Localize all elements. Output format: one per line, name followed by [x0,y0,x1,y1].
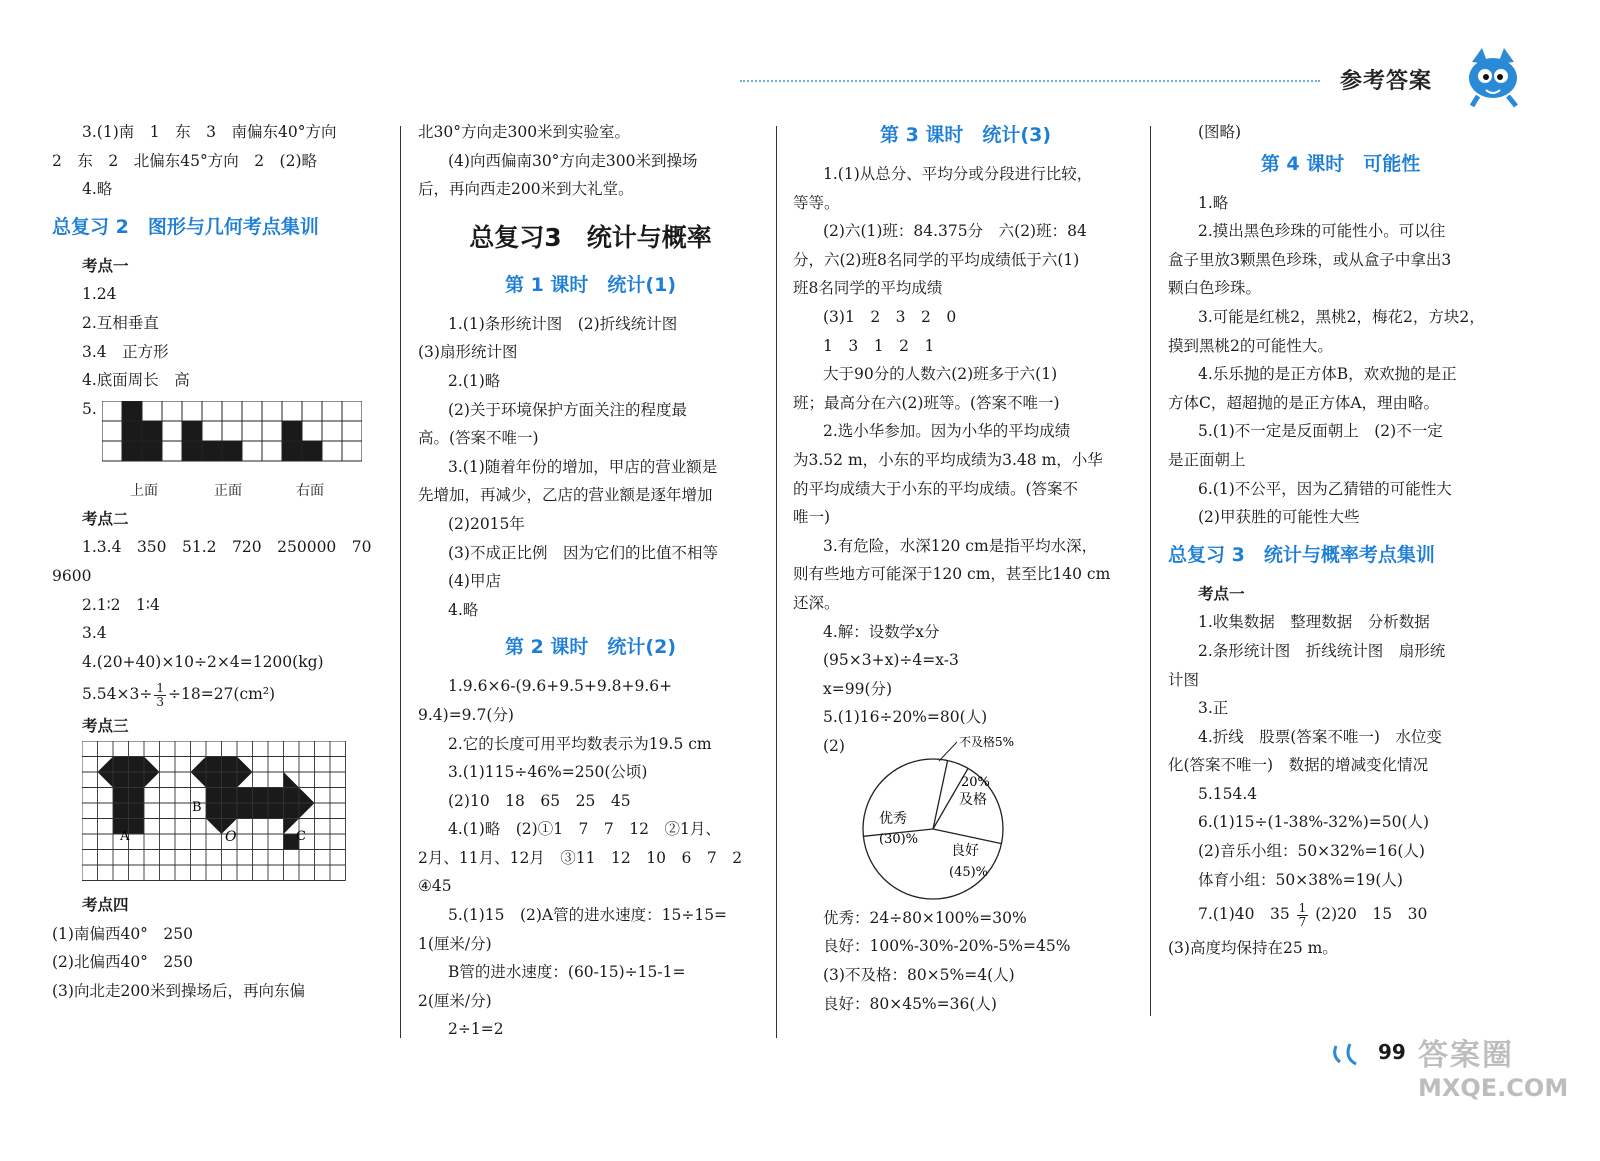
answer-line: 4.(20+40)×10÷2×4=1200(kg) [82,652,324,671]
page-number: 99 [1378,1040,1406,1064]
answer-line: 颗白色珍珠。 [1168,279,1262,298]
pie-label-youxiu: 优秀 [879,810,907,827]
answer-line: 4.折线 股票(答案不唯一) 水位变 [1198,727,1442,746]
point-label-o: O [225,828,237,845]
answer-line: 后，再向西走200米到大礼堂。 [418,180,634,199]
answer-line: 3.正 [1198,699,1229,718]
answer-line: 3.有危险，水深120 cm是指平均水深， [823,536,1098,555]
answer-line: 4.(1)略 (2)①1 7 7 12 ②1月、 [448,820,721,839]
point-label-c: C [296,828,306,844]
formula-part: 7.(1)40 35 [1198,905,1290,924]
answer-line: 2.互相垂直 [82,313,159,332]
answer-line: 方体C，超超抛的是正方体A，理由略。 [1168,393,1440,412]
column-1 [52,118,382,1005]
page-decoration-icon [1330,1040,1374,1070]
answer-line: 1(厘米/分) [418,934,492,953]
answer-line: 6.(1)不公平，因为乙猜错的可能性大 [1198,479,1452,498]
header-rule [740,80,1320,82]
answer-line: 2.选小华参加。因为小华的平均成绩 [823,422,1071,441]
filled-cell [282,441,302,461]
answer-line: 5.154.4 [1198,784,1258,803]
column-divider-1 [400,126,401,1038]
answer-line: 4.底面周长 高 [82,371,190,390]
answer-line: 3.4 正方形 [82,342,169,361]
kaodian-label: 考点三 [82,716,129,736]
transform-figure [52,741,382,891]
answer-line: 1 3 1 2 1 [823,336,935,355]
answer-line: 1.24 [82,285,117,304]
point-label-b: B [192,799,202,815]
answer-line: (3)高度均保持在25 m。 [1168,939,1338,958]
answer-line: 体育小组：50×38%=19(人) [1198,870,1403,889]
answer-line: (2) [823,736,845,755]
answer-line: (4)向西偏南30°方向走300米到操场 [448,151,698,170]
answer-line: 9.4)=9.7(分) [418,705,514,724]
transform-grid [82,741,352,886]
answer-line: x=99(分) [823,679,893,698]
pie-label-jige-value: 20% [961,774,990,790]
answer-line: 1.(1)条形统计图 (2)折线统计图 [448,314,678,333]
lesson-heading: 第 2 课时 统计(2) [504,636,677,659]
answer-line: 唯一) [793,508,831,527]
answer-line: 2.条形统计图 折线统计图 扇形统 [1198,641,1446,660]
answer-line: 5.(1)15 (2)A管的进水速度：15÷15= [448,906,728,925]
answer-line: (4)甲店 [448,572,501,591]
watermark [1418,1030,1568,1102]
answer-line: 1.(1)从总分、平均分或分段进行比较， [823,165,1093,183]
answer-line: (2)关于环境保护方面关注的程度最 [448,400,687,419]
answer-line: (2)音乐小组：50×32%=16(人) [1198,842,1425,861]
answer-line: 4.略 [448,600,479,619]
answer-line: (3)向北走200米到操场后，再向东偏 [52,981,306,1000]
answer-line: (3)扇形统计图 [418,343,518,362]
answer-line: (3)1 2 3 2 0 [823,307,957,326]
leader-line [939,742,957,761]
answer-line: 分，六(2)班8名同学的平均成绩低于六(1) [793,250,1080,269]
kaodian-label: 考点二 [82,508,129,528]
fraction-numerator: 1 [156,680,164,695]
filled-cell [182,421,202,441]
filled-cell [182,441,202,461]
answer-line: 摸到黑桃2的可能性大。 [1168,336,1333,355]
pie-label-bujige: 不及格5% [959,734,1015,749]
pie-label-lianghao: 良好 [951,842,979,859]
answer-line: 是正面朝上 [1168,450,1246,469]
answer-line: 1.略 [1198,193,1229,212]
answer-line: (图略) [1198,123,1242,141]
answer-line: 3.(1)南 1 东 3 南偏东40°方向 [82,123,337,141]
answer-line: 盒子里放3颗黑色珍珠，或从盒子中拿出3 [1168,250,1452,269]
section-heading: 总复习 2 图形与几何考点集训 [52,215,319,238]
chapter-title: 总复习3 统计与概率 [469,222,712,252]
fraction-denominator: 7 [1298,914,1307,929]
lesson-heading: 第 3 课时 统计(3) [879,124,1052,146]
answer-line: 3.(1)随着年份的增加，甲店的营业额是 [448,457,718,476]
pie-label-youxiu-value: (30)% [879,831,919,847]
kaodian-label: 考点一 [1198,583,1245,603]
filled-cell [282,421,302,441]
view-label-top: 上面 [130,482,158,499]
answer-line: 还深。 [793,593,840,612]
answer-line: 4.乐乐抛的是正方体B，欢欢抛的是正 [1198,365,1457,384]
answer-line: 良好：100%-30%-20%-5%=45% [823,937,1071,956]
answer-line: (2)北偏西40° 250 [52,953,194,972]
pie-label-lianghao-value: (45)% [949,864,989,880]
answer-line: (3)不成正比例 因为它们的比值不相等 [448,543,718,562]
answer-line: 3.(1)115÷46%=250(公顷) [448,763,648,782]
answer-line: 则有些地方可能深于120 cm，甚至比140 cm [793,565,1111,584]
answer-line [1168,894,1513,934]
column-divider-2 [776,126,777,1038]
filled-cell [122,401,142,421]
answer-line: 大于90分的人数六(2)班多于六(1) [823,365,1058,384]
answer-line: 班8名同学的平均成绩 [793,279,943,298]
answer-line: B管的进水速度：(60-15)÷15-1= [448,963,686,982]
answer-line: 6.(1)15÷(1-38%-32%)=50(人) [1198,813,1430,832]
answer-line: 为3.52 m，小东的平均成绩为3.48 m，小华 [793,450,1103,469]
lesson-heading: 第 1 课时 统计(1) [504,273,677,296]
answer-line: 5.(1)不一定是反面朝上 (2)不一定 [1198,422,1443,441]
answer-line: 2.1∶2 1∶4 [82,595,160,614]
fraction [154,682,166,709]
filled-cell [202,441,222,461]
mascot-icon [1458,40,1528,110]
filled-cell [122,441,142,461]
view-label-right: 右面 [296,482,324,499]
answer-line: 4.略 [82,180,113,199]
pie-chart [853,734,1053,902]
formula-part: ÷18=27(cm²) [168,685,276,704]
answer-line: 先增加，再减少，乙店的营业额是逐年增加 [418,486,713,505]
answer-line: (3)不及格：80×5%=4(人) [823,966,1015,985]
page-header [0,0,1600,120]
column-divider-3 [1150,126,1151,1016]
filled-cell [142,421,162,441]
header-title: 参考答案 [1340,69,1433,94]
pie-label-jige: 及格 [959,791,987,808]
filled-cell [222,441,242,461]
answer-line: 2÷1=2 [448,1020,504,1039]
formula-part: (2)20 15 30 [1315,905,1428,924]
answer-line: ④45 [418,877,452,896]
answer-line: 2 东 2 北偏东45°方向 2 (2)略 [52,151,318,170]
view-label-front: 正面 [214,482,242,499]
section-heading: 总复习 3 统计与概率考点集训 [1168,543,1435,566]
column-3 [793,118,1138,1018]
answer-line: 9600 [52,566,92,585]
answer-line: (2)甲获胜的可能性大些 [1198,508,1360,527]
answer-line: 5.(1)16÷20%=80(人) [823,708,988,727]
answer-line: 3.可能是红桃2，黑桃2，梅花2，方块2， [1198,307,1485,326]
pie-figure [793,732,1138,904]
answer-line: 计图 [1168,670,1200,689]
answer-line: 班；最高分在六(2)班等。(答案不唯一) [793,393,1060,412]
answer-line: 2(厘米/分) [418,991,492,1010]
three-views-grid [102,401,362,481]
fraction-denominator: 3 [156,694,164,709]
answer-line: 4.解：设数学x分 [823,622,940,641]
answer-line: (95×3+x)÷4=x-3 [823,651,959,670]
answer-line: 2.它的长度可用平均数表示为19.5 cm [448,734,712,753]
answer-line: 的平均成绩大于小东的平均成绩。(答案不 [793,479,1079,498]
filled-cell [302,441,322,461]
answer-line [52,676,382,712]
answer-line: 高。(答案不唯一) [418,429,539,448]
column-4 [1168,118,1513,963]
answer-line: 优秀：24÷80×100%=30% [823,908,1027,927]
column-2 [418,118,763,1044]
answer-line: 5. [82,399,97,418]
kaodian-label: 考点一 [82,255,129,275]
answer-line: 等等。 [793,193,840,212]
views-figure [52,395,382,505]
answer-line: 1.9.6×6-(9.6+9.5+9.8+9.6+ [448,677,673,696]
answer-line: 2月、11月、12月 ③11 12 10 6 7 2 [418,848,743,867]
answer-line: 化(答案不唯一) 数据的增减变化情况 [1168,756,1429,775]
answer-line: 3.4 [82,624,107,643]
answer-line: (2)六(1)班：84.375分 六(2)班：84 [823,222,1087,241]
answer-line: 2.摸出黑色珍珠的可能性小。可以往 [1198,222,1446,241]
filled-cell [122,421,142,441]
filled-cell [142,441,162,461]
fraction-numerator: 1 [1298,900,1307,915]
answer-line: 1.3.4 350 51.2 720 250000 70 [82,538,372,557]
answer-line: (2)2015年 [448,514,525,533]
watermark-cn: 答案圈 [1418,1038,1514,1073]
lesson-heading: 第 4 课时 可能性 [1260,152,1421,175]
formula-part: 5.54×3÷ [82,685,153,704]
answer-line: 1.收集数据 整理数据 分析数据 [1198,613,1430,632]
answer-line: (1)南偏西40° 250 [52,924,194,943]
watermark-en: MXQE.COM [1418,1074,1569,1102]
point-label-a: A [120,828,130,844]
answer-line: (2)10 18 65 25 45 [448,791,631,810]
answer-line: 良好：80×45%=36(人) [823,994,997,1013]
answer-line: 2.(1)略 [448,371,501,390]
fraction [1297,902,1309,929]
answer-line: 北30°方向走300米到实验室。 [418,123,631,141]
kaodian-label: 考点四 [82,894,129,914]
